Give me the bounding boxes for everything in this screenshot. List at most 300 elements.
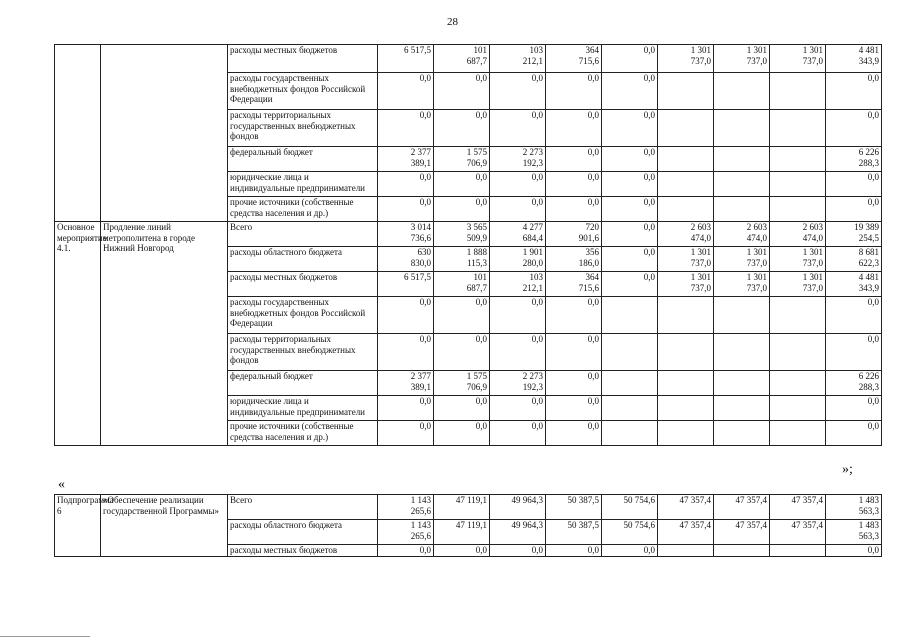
value-text: 0,0	[643, 110, 655, 120]
value-text: 0,0	[475, 421, 487, 431]
value-text: 4 481	[858, 272, 879, 282]
value-cell	[658, 495, 714, 520]
value-text: 0,0	[419, 172, 431, 182]
value-text: 2 603	[690, 222, 711, 232]
value-cell	[490, 110, 546, 147]
value-text: 0,0	[419, 297, 431, 307]
value-cell	[770, 495, 826, 520]
value-text: 706,9	[466, 157, 487, 168]
value-cell	[770, 73, 826, 110]
value-cell	[714, 421, 770, 446]
value-text: 0,0	[419, 545, 431, 555]
value-cell	[434, 495, 490, 520]
value-text: 0,0	[867, 334, 879, 344]
value-text: 1 575	[466, 147, 487, 157]
value-text: 103	[529, 272, 543, 282]
value-text: 212,1	[522, 55, 543, 66]
value-text: 0,0	[643, 545, 655, 555]
value-cell	[434, 73, 490, 110]
value-text: 0,0	[475, 545, 487, 555]
value-cell	[378, 147, 434, 172]
value-cell	[378, 334, 434, 371]
value-text: 50 754,6	[623, 520, 655, 530]
value-cell	[434, 197, 490, 222]
value-cell	[378, 110, 434, 147]
value-text: 706,9	[466, 381, 487, 392]
value-cell	[490, 495, 546, 520]
value-text: 288,3	[858, 157, 879, 168]
value-cell	[770, 545, 826, 557]
value-cell	[714, 272, 770, 297]
value-cell	[658, 421, 714, 446]
value-cell	[546, 247, 602, 272]
value-cell	[546, 334, 602, 371]
value-text: 0,0	[643, 247, 655, 257]
value-cell	[770, 247, 826, 272]
value-cell	[770, 520, 826, 545]
value-text: 6 226	[858, 147, 879, 157]
value-text: 4 277	[522, 222, 543, 232]
value-cell	[546, 545, 602, 557]
value-text: 563,3	[858, 530, 879, 541]
value-cell	[658, 545, 714, 557]
value-text: 212,1	[522, 282, 543, 293]
value-cell	[658, 110, 714, 147]
value-text: 47 357,4	[679, 520, 711, 530]
value-text: 6 517,5	[404, 45, 431, 55]
value-cell	[434, 222, 490, 247]
value-cell	[770, 371, 826, 396]
value-text: 1 143	[410, 520, 431, 530]
value-cell	[546, 520, 602, 545]
value-cell	[658, 73, 714, 110]
value-text: 254,5	[858, 232, 879, 243]
value-cell	[434, 297, 490, 334]
value-text: 0,0	[419, 334, 431, 344]
page-number: 28	[447, 16, 458, 28]
value-cell	[378, 45, 434, 73]
value-text: 50 387,5	[567, 520, 599, 530]
value-cell	[770, 421, 826, 446]
value-cell	[714, 45, 770, 73]
value-text: 2 273	[522, 147, 543, 157]
value-text: 0,0	[587, 545, 599, 555]
value-cell	[770, 172, 826, 197]
funding-source-cell: расходы местных бюджетов	[228, 545, 378, 557]
value-cell	[826, 197, 882, 222]
value-text: 47 119,1	[455, 520, 487, 530]
value-cell	[434, 421, 490, 446]
value-text: 0,0	[867, 73, 879, 83]
value-text: 47 357,4	[735, 495, 767, 505]
value-text: 49 964,3	[511, 495, 543, 505]
value-cell	[490, 247, 546, 272]
value-text: 474,0	[746, 232, 767, 243]
value-cell	[658, 297, 714, 334]
value-text: 47 357,4	[791, 495, 823, 505]
value-text: 1 301	[802, 45, 823, 55]
value-text: 0,0	[475, 172, 487, 182]
value-text: 49 964,3	[511, 520, 543, 530]
value-cell	[826, 396, 882, 421]
measure-name-cell: Продление линий метрополитена в городе Нижний Новгород	[101, 222, 228, 446]
value-text: 6 226	[858, 371, 879, 381]
value-cell	[826, 334, 882, 371]
measure-name-cell: «Обеспечение реализации государственной Программы»	[101, 495, 228, 557]
value-cell	[658, 172, 714, 197]
value-text: 2 603	[802, 222, 823, 232]
value-text: 1 301	[746, 272, 767, 282]
value-cell	[826, 495, 882, 520]
value-text: 0,0	[531, 545, 543, 555]
value-text: 1 888	[466, 247, 487, 257]
funding-source-cell: юридические лица и индивидуальные предприниматели	[228, 396, 378, 421]
funding-source-cell: расходы местных бюджетов	[228, 45, 378, 73]
value-cell	[826, 297, 882, 334]
value-cell	[658, 247, 714, 272]
value-text: 0,0	[531, 421, 543, 431]
value-text: 736,6	[410, 232, 431, 243]
value-cell	[602, 172, 658, 197]
value-text: 3 014	[410, 222, 431, 232]
table-row	[55, 495, 882, 520]
subprogram-6-table	[54, 494, 882, 557]
measure-cell: Основное мероприятие 4.1.	[55, 222, 101, 446]
opening-quote-mark: «	[58, 477, 65, 492]
value-cell	[490, 197, 546, 222]
value-text: 0,0	[587, 421, 599, 431]
value-cell	[770, 45, 826, 73]
value-cell	[826, 545, 882, 557]
value-text: 563,3	[858, 505, 879, 516]
table-row	[55, 222, 882, 247]
value-cell	[602, 197, 658, 222]
value-cell	[434, 520, 490, 545]
value-text: 687,7	[466, 282, 487, 293]
empty-cell	[101, 45, 228, 222]
value-text: 0,0	[587, 371, 599, 381]
value-cell	[826, 110, 882, 147]
value-cell	[602, 73, 658, 110]
value-text: 0,0	[419, 110, 431, 120]
value-cell	[434, 147, 490, 172]
value-cell	[490, 147, 546, 172]
value-text: 737,0	[690, 282, 711, 293]
value-text: 0,0	[531, 396, 543, 406]
value-cell	[714, 520, 770, 545]
value-cell	[658, 520, 714, 545]
value-cell	[546, 172, 602, 197]
value-text: 0,0	[531, 197, 543, 207]
closing-quote-mark: »;	[842, 462, 853, 477]
value-cell	[826, 371, 882, 396]
value-cell	[826, 222, 882, 247]
value-cell	[602, 520, 658, 545]
value-cell	[490, 520, 546, 545]
value-text: 830,0	[410, 257, 431, 268]
value-text: 364	[585, 45, 599, 55]
value-text: 50 387,5	[567, 495, 599, 505]
value-cell	[714, 334, 770, 371]
value-cell	[658, 371, 714, 396]
value-text: 389,1	[410, 157, 431, 168]
value-cell	[378, 172, 434, 197]
value-text: 1 301	[746, 247, 767, 257]
value-cell	[602, 495, 658, 520]
value-text: 47 357,4	[735, 520, 767, 530]
value-text: 0,0	[419, 197, 431, 207]
value-text: 687,7	[466, 55, 487, 66]
value-cell	[714, 247, 770, 272]
value-cell	[546, 110, 602, 147]
value-text: 0,0	[531, 172, 543, 182]
value-cell	[434, 247, 490, 272]
table-row	[55, 45, 882, 73]
value-text: 0,0	[867, 396, 879, 406]
value-text: 0,0	[643, 172, 655, 182]
value-text: 0,0	[643, 197, 655, 207]
value-text: 0,0	[531, 297, 543, 307]
value-cell	[546, 73, 602, 110]
value-text: 0,0	[475, 334, 487, 344]
value-text: 1 301	[746, 45, 767, 55]
value-text: 0,0	[587, 197, 599, 207]
value-cell	[714, 545, 770, 557]
value-text: 101	[473, 272, 487, 282]
value-cell	[602, 110, 658, 147]
value-cell	[826, 147, 882, 172]
value-text: 1 575	[466, 371, 487, 381]
value-text: 737,0	[690, 257, 711, 268]
value-cell	[714, 110, 770, 147]
value-cell	[378, 421, 434, 446]
value-cell	[378, 73, 434, 110]
value-cell	[546, 272, 602, 297]
measure-cell: Подпрограмма 6	[55, 495, 101, 557]
value-text: 280,0	[522, 257, 543, 268]
value-cell	[826, 247, 882, 272]
value-cell	[602, 545, 658, 557]
funding-source-cell: юридические лица и индивидуальные предприниматели	[228, 172, 378, 197]
value-cell	[434, 396, 490, 421]
value-cell	[490, 371, 546, 396]
value-cell	[714, 495, 770, 520]
value-text: 0,0	[643, 222, 655, 232]
value-text: 1 301	[690, 272, 711, 282]
value-cell	[378, 272, 434, 297]
funding-source-cell: прочие источники (собственные средства населения и др.)	[228, 197, 378, 222]
value-text: 0,0	[643, 272, 655, 282]
empty-cell	[55, 45, 101, 222]
value-text: 622,3	[858, 257, 879, 268]
value-text: 47 357,4	[791, 520, 823, 530]
funding-source-cell: расходы государственных внебюджетных фондов Российской Федерации	[228, 297, 378, 334]
value-cell	[546, 421, 602, 446]
value-text: 0,0	[867, 197, 879, 207]
value-cell	[490, 297, 546, 334]
value-cell	[770, 197, 826, 222]
value-text: 0,0	[531, 110, 543, 120]
value-cell	[490, 396, 546, 421]
value-cell	[378, 197, 434, 222]
value-cell	[602, 371, 658, 396]
funding-source-cell: расходы государственных внебюджетных фондов Российской Федерации	[228, 73, 378, 110]
value-cell	[490, 172, 546, 197]
value-cell	[602, 334, 658, 371]
value-cell	[714, 147, 770, 172]
value-cell	[658, 222, 714, 247]
value-text: 0,0	[587, 297, 599, 307]
value-text: 0,0	[475, 73, 487, 83]
value-cell	[378, 297, 434, 334]
value-text: 0,0	[475, 110, 487, 120]
funding-source-cell: расходы областного бюджета	[228, 520, 378, 545]
value-text: 2 377	[410, 371, 431, 381]
value-cell	[490, 421, 546, 446]
funding-source-cell: Всего	[228, 495, 378, 520]
value-text: 1 301	[802, 247, 823, 257]
value-cell	[378, 222, 434, 247]
value-text: 4 481	[858, 45, 879, 55]
value-cell	[770, 147, 826, 172]
value-cell	[434, 545, 490, 557]
value-cell	[378, 371, 434, 396]
value-text: 737,0	[746, 282, 767, 293]
value-cell	[602, 272, 658, 297]
funding-source-cell: федеральный бюджет	[228, 371, 378, 396]
value-cell	[714, 172, 770, 197]
value-cell	[602, 297, 658, 334]
value-text: 192,3	[522, 157, 543, 168]
value-cell	[826, 272, 882, 297]
funding-source-cell: расходы территориальных государственных внебюджетных фондов	[228, 334, 378, 371]
value-text: 2 377	[410, 147, 431, 157]
value-cell	[770, 396, 826, 421]
value-text: 0,0	[643, 45, 655, 55]
value-text: 1 901	[522, 247, 543, 257]
value-text: 389,1	[410, 381, 431, 392]
value-cell	[434, 172, 490, 197]
value-text: 1 143	[410, 495, 431, 505]
value-text: 0,0	[867, 110, 879, 120]
value-text: 288,3	[858, 381, 879, 392]
value-cell	[658, 272, 714, 297]
value-cell	[546, 495, 602, 520]
value-cell	[546, 396, 602, 421]
value-text: 0,0	[587, 73, 599, 83]
value-cell	[378, 520, 434, 545]
value-cell	[546, 197, 602, 222]
value-cell	[714, 73, 770, 110]
value-text: 265,6	[410, 505, 431, 516]
value-cell	[826, 73, 882, 110]
value-text: 0,0	[475, 396, 487, 406]
funding-source-cell: федеральный бюджет	[228, 147, 378, 172]
value-text: 715,6	[578, 55, 599, 66]
value-text: 0,0	[867, 421, 879, 431]
value-text: 474,0	[802, 232, 823, 243]
value-text: 720	[585, 222, 599, 232]
value-text: 50 754,6	[623, 495, 655, 505]
value-text: 509,9	[466, 232, 487, 243]
value-text: 737,0	[746, 55, 767, 66]
value-text: 364	[585, 272, 599, 282]
value-text: 2 603	[746, 222, 767, 232]
value-text: 356	[585, 247, 599, 257]
value-text: 47 357,4	[679, 495, 711, 505]
value-text: 737,0	[746, 257, 767, 268]
value-cell	[770, 110, 826, 147]
value-cell	[434, 272, 490, 297]
value-text: 103	[529, 45, 543, 55]
value-cell	[602, 45, 658, 73]
value-cell	[714, 297, 770, 334]
funding-source-cell: расходы местных бюджетов	[228, 272, 378, 297]
value-cell	[826, 172, 882, 197]
value-text: 0,0	[531, 334, 543, 344]
value-cell	[770, 272, 826, 297]
value-text: 0,0	[587, 147, 599, 157]
value-cell	[490, 545, 546, 557]
value-cell	[658, 45, 714, 73]
value-cell	[434, 371, 490, 396]
value-text: 1 301	[802, 272, 823, 282]
value-text: 684,4	[522, 232, 543, 243]
value-text: 265,6	[410, 530, 431, 541]
value-text: 1 483	[858, 520, 879, 530]
value-cell	[602, 147, 658, 172]
value-cell	[770, 297, 826, 334]
value-text: 6 517,5	[404, 272, 431, 282]
value-cell	[490, 73, 546, 110]
value-text: 0,0	[587, 110, 599, 120]
value-text: 0,0	[587, 334, 599, 344]
value-cell	[602, 222, 658, 247]
funding-source-cell: расходы областного бюджета	[228, 247, 378, 272]
value-cell	[658, 396, 714, 421]
value-cell	[602, 247, 658, 272]
value-text: 0,0	[867, 297, 879, 307]
budget-table-continuation	[54, 44, 882, 446]
value-cell	[546, 371, 602, 396]
value-text: 0,0	[867, 545, 879, 555]
value-cell	[826, 421, 882, 446]
value-cell	[826, 45, 882, 73]
value-text: 0,0	[419, 421, 431, 431]
value-cell	[602, 421, 658, 446]
value-text: 19 389	[854, 222, 879, 232]
value-cell	[378, 396, 434, 421]
value-cell	[378, 495, 434, 520]
value-text: 343,9	[858, 55, 879, 66]
value-cell	[490, 222, 546, 247]
value-cell	[546, 222, 602, 247]
value-cell	[378, 247, 434, 272]
value-text: 0,0	[643, 147, 655, 157]
value-cell	[490, 272, 546, 297]
value-text: 2 273	[522, 371, 543, 381]
value-text: 1 301	[690, 247, 711, 257]
value-cell	[602, 396, 658, 421]
value-cell	[770, 222, 826, 247]
funding-source-cell: прочие источники (собственные средства населения и др.)	[228, 421, 378, 446]
value-cell	[434, 334, 490, 371]
value-cell	[714, 222, 770, 247]
value-text: 0,0	[587, 396, 599, 406]
value-text: 0,0	[531, 73, 543, 83]
value-text: 115,3	[467, 257, 487, 268]
value-cell	[490, 334, 546, 371]
